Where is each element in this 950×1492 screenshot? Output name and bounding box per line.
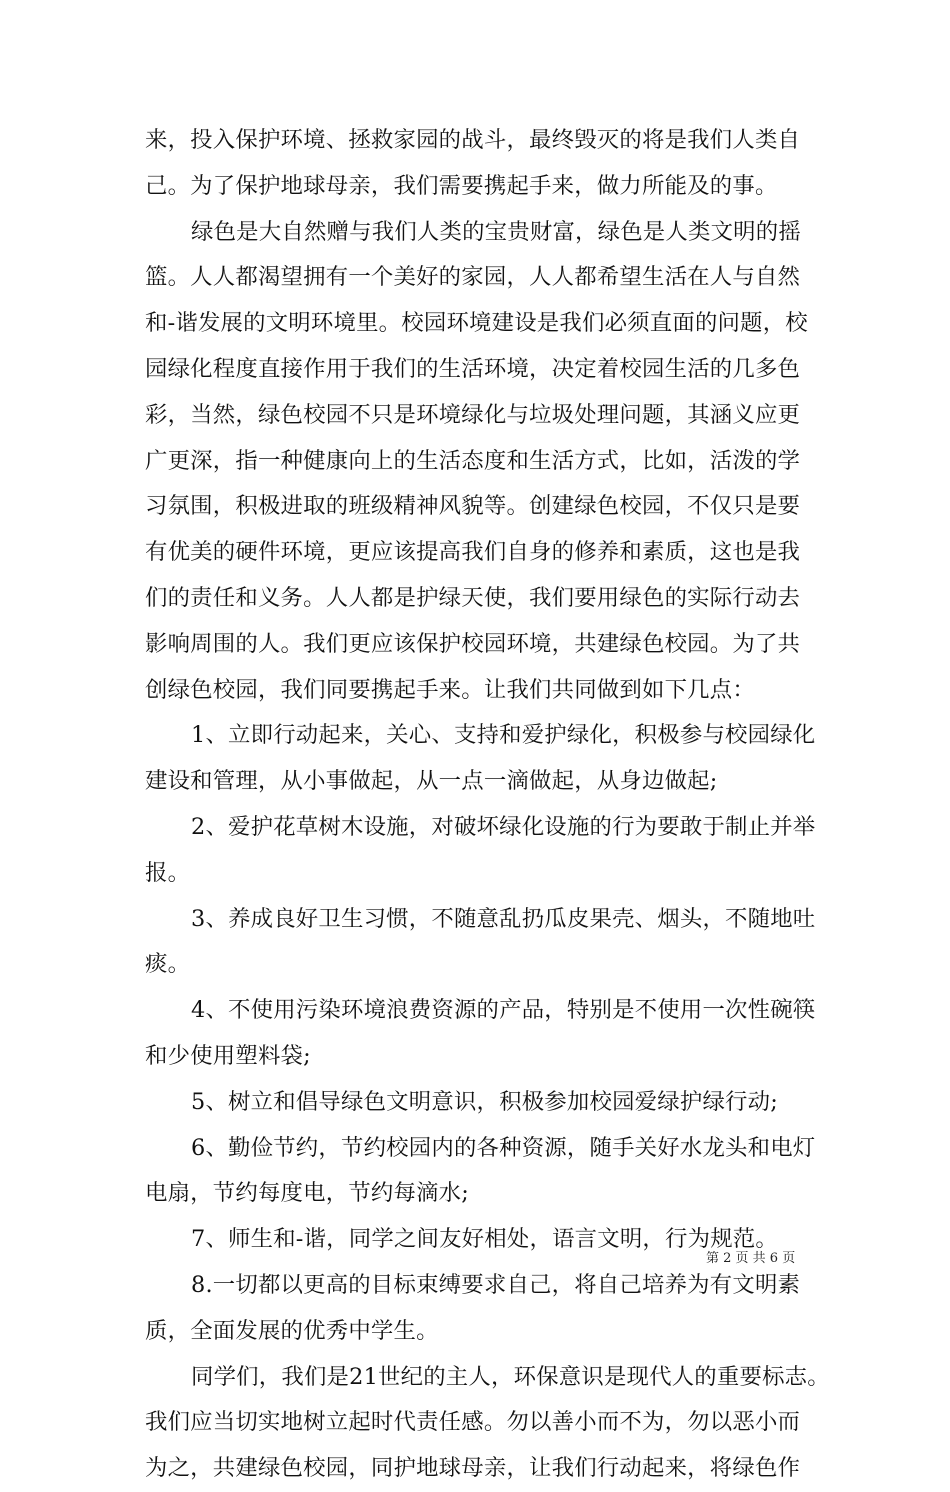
text-line: 影响周围的人。我们更应该保护校园环境，共建绿色校园。为了共 — [145, 630, 801, 657]
text-line: 创绿色校园，我们同要携起手来。让我们共同做到如下几点： — [145, 676, 755, 703]
list-item-6-line: 6、勤俭节约，节约校园内的各种资源，随手关好水龙头和电灯 — [191, 1134, 816, 1161]
text-line: 己。为了保护地球母亲，我们需要携起手来，做力所能及的事。 — [145, 172, 778, 199]
list-item-2-line: 2、爱护花草树木设施，对破坏绿化设施的行为要敢于制止并举 — [191, 813, 816, 840]
text-line: 广更深，指一种健康向上的生活态度和生活方式，比如，活泼的学 — [145, 447, 801, 474]
text-line: 和-谐发展的文明环境里。校园环境建设是我们必须直面的问题，校 — [145, 310, 808, 337]
text-line: 们的责任和义务。人人都是护绿天使，我们要用绿色的实际行动去 — [145, 584, 801, 611]
list-item-1-line: 1、立即行动起来，关心、支持和爱护绿化，积极参与校园绿化 — [191, 722, 816, 749]
list-item-8-line: 8.一切都以更高的目标束缚要求自己，将自己培养为有文明素 — [191, 1271, 801, 1298]
text-line: 报。 — [145, 859, 191, 886]
text-line: 有优美的硬件环境，更应该提高我们自身的修养和素质，这也是我 — [145, 539, 801, 566]
list-item-5-line: 5、树立和倡导绿色文明意识，积极参加校园爱绿护绿行动; — [191, 1088, 778, 1115]
list-item-7-line: 7、师生和-谐，同学之间友好相处，语言文明，行为规范。 — [191, 1226, 778, 1253]
text-line: 来，投入保护环境、拯救家园的战斗，最终毁灭的将是我们人类自 — [145, 127, 801, 153]
page-number-footer: 第 2 页 共 6 页 — [706, 1251, 796, 1266]
text-line: 为之，共建绿色校园，同护地球母亲，让我们行动起来，将绿色作 — [145, 1455, 801, 1482]
text-line: 习氛围，积极进取的班级精神风貌等。创建绿色校园，不仅只是要 — [145, 493, 801, 520]
text-line: 园绿化程度直接作用于我们的生活环境，决定着校园生活的几多色 — [145, 355, 801, 382]
text-line: 篮。人人都渴望拥有一个美好的家园，人人都希望生活在人与自然 — [145, 264, 801, 291]
body-text — [145, 118, 830, 1492]
text-line: 电扇，节约每度电，节约每滴水; — [145, 1180, 470, 1207]
text-line: 彩，当然，绿色校园不只是环境绿化与垃圾处理问题，其涵义应更 — [145, 401, 801, 428]
paragraph-start-line: 绿色是大自然赠与我们人类的宝贵财富，绿色是人类文明的摇 — [191, 218, 801, 245]
list-item-3-line: 3、养成良好卫生习惯，不随意乱扔瓜皮果壳、烟头，不随地吐 — [191, 905, 816, 932]
text-line: 建设和管理，从小事做起，从一点一滴做起，从身边做起; — [145, 768, 718, 795]
text-line: 和少使用塑料袋; — [145, 1042, 311, 1069]
text-line: 痰。 — [145, 951, 191, 978]
list-item-4-line: 4、不使用污染环境浪费资源的产品，特别是不使用一次性碗筷 — [191, 997, 816, 1024]
text-line: 我们应当切实地树立起时代责任感。勿以善小而不为，勿以恶小而 — [145, 1409, 801, 1436]
paragraph-start-line: 同学们，我们是21世纪的主人，环保意识是现代人的重要标志。 — [191, 1363, 830, 1390]
text-line: 质，全面发展的优秀中学生。 — [145, 1317, 439, 1344]
